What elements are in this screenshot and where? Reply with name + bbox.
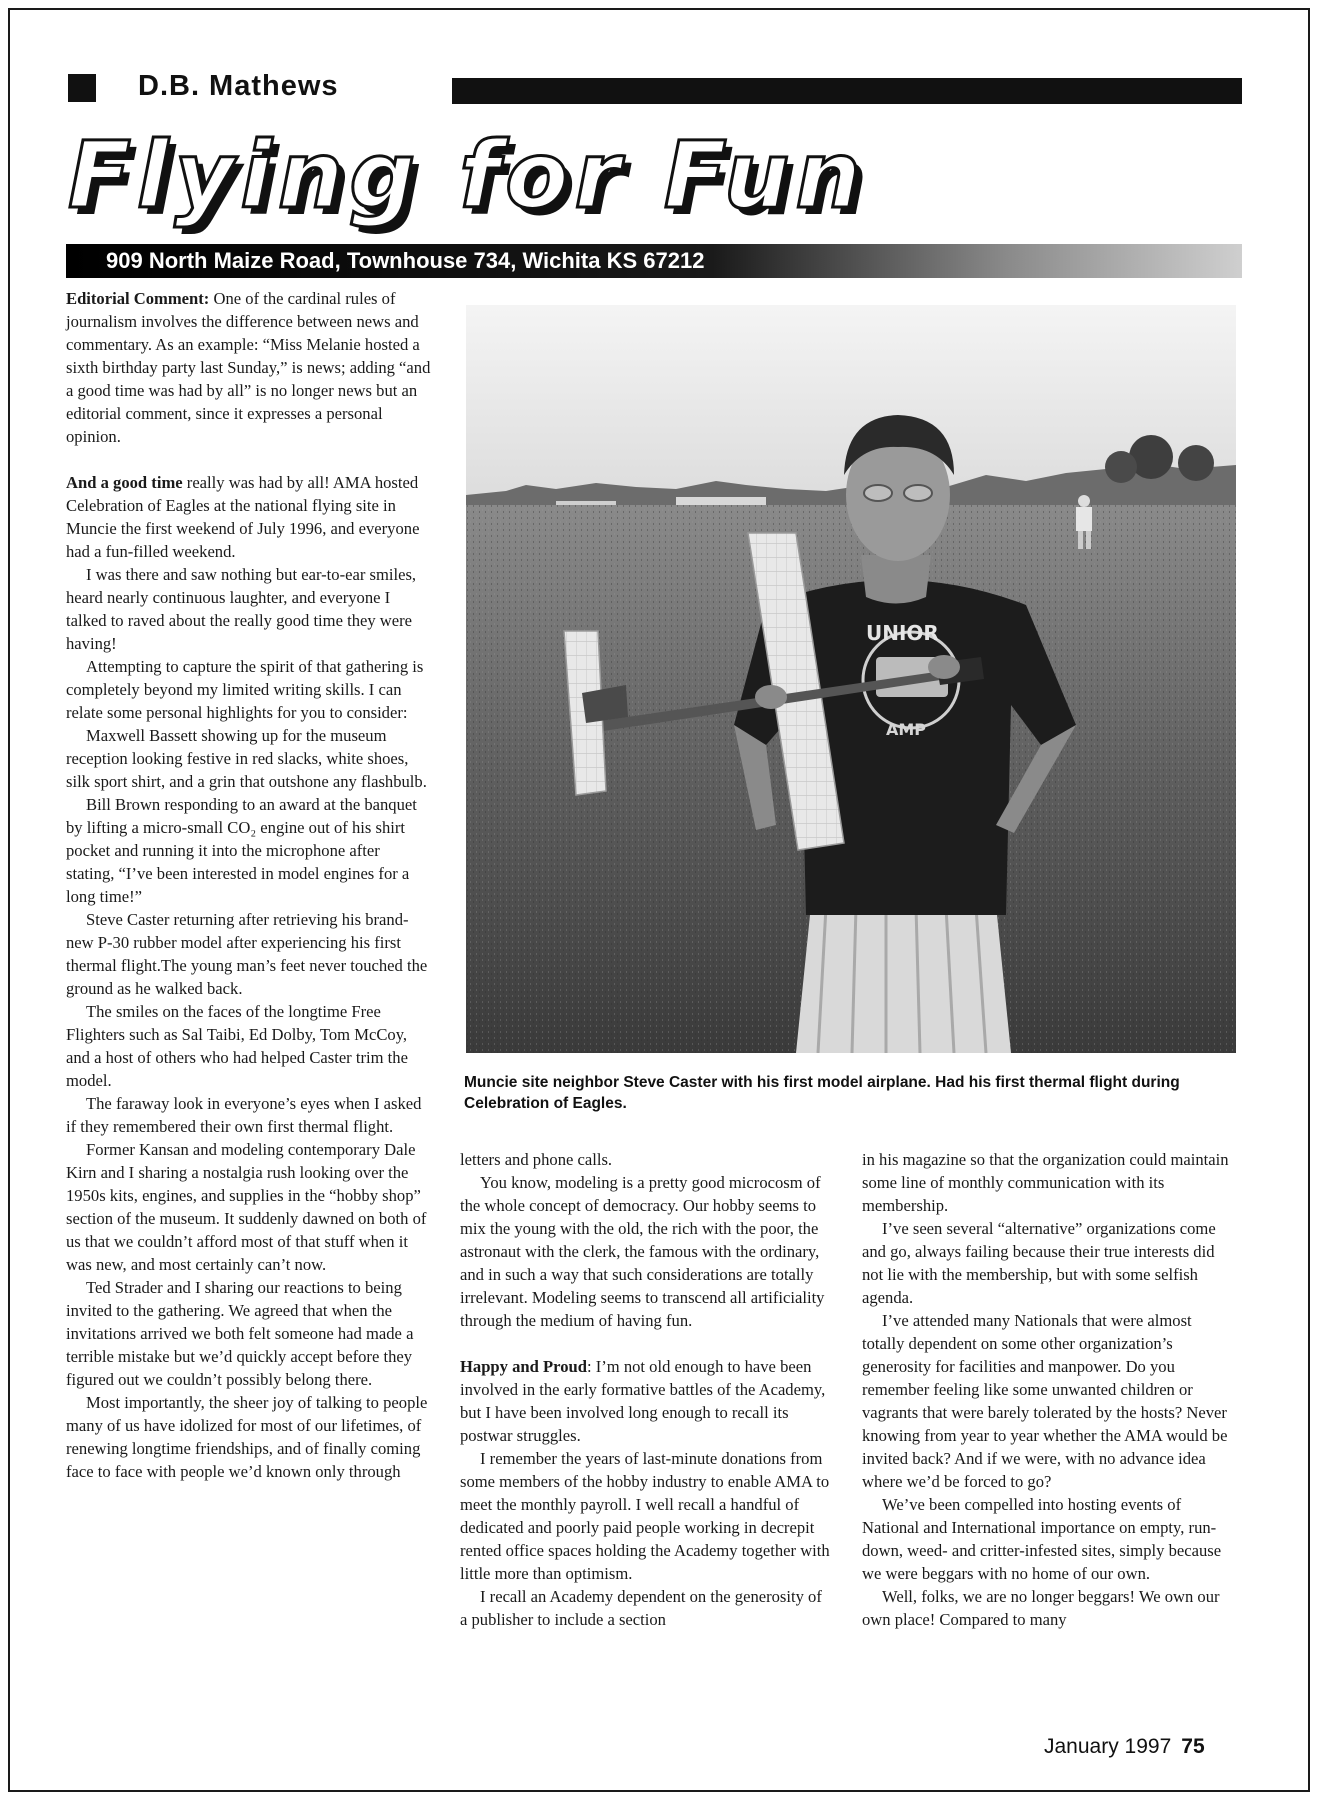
tree — [1178, 445, 1214, 481]
paragraph: Ted Strader and I sharing our reactions to being invited to the gathering. We agreed that when the invitations arrived we both felt someone had made a terrible mistake but we’d quickly accept before they figured out we couldn’t possibly belong there. — [66, 1278, 414, 1389]
paragraph — [460, 1355, 830, 1447]
article-column-1 — [66, 287, 432, 1483]
paragraph: Most importantly, the sheer joy of talking to people many of us have idolized for most of our lifetimes, of renewing longtime friendships, and of finally coming face to face with people we’d known only through — [66, 1393, 428, 1481]
paragraph: I recall an Academy dependent on the generosity of a publisher to include a section — [460, 1587, 822, 1629]
paragraph: We’ve been compelled into hosting events of National and International importance on empty, run-down, weed- and critter-infested sites, simply because we were beggars with no home of our own. — [862, 1495, 1222, 1583]
paragraph — [66, 287, 432, 448]
paragraph: Former Kansan and modeling contemporary Dale Kirn and I sharing a nostalgia rush looking over the 1950s kits, engines, and supplies in the “hobby shop” section of the museum. It suddenly dawned on both of us that we couldn’t afford most of that stuff when it was new, and most certainly can’t now. — [66, 1140, 427, 1274]
paragraph: Attempting to capture the spirit of that gathering is completely beyond my limited writing skills. I can relate some personal highlights for you to consider: — [66, 657, 424, 722]
run-in-head: Happy and Proud — [460, 1357, 587, 1376]
paragraph-text: One of the cardinal rules of journalism involves the difference between news and commentary. As an example: “Miss Melanie hosted a sixth birthday party last Sunday,” is news; adding “and a good time was had by all” is no longer news but an editorial comment, since it expresses a personal opinion. — [66, 289, 431, 446]
page-number: 75 — [1181, 1735, 1205, 1758]
paragraph-text: really was had by all! AMA hosted Celebration of Eagles at the national flying site in Muncie the first weekend of July 1996, and everyone had a fun-filled weekend. — [66, 473, 420, 561]
tree — [1105, 451, 1137, 483]
article-column-3 — [862, 1148, 1234, 1631]
paragraph: in his magazine so that the organization could maintain some line of monthly communication with its membership. — [862, 1150, 1229, 1215]
photo-illustration — [466, 305, 1236, 1053]
paragraph: I’ve seen several “alternative” organizations come and go, always failing because their true interests did not lie with the membership, but with some selfish agenda. — [862, 1219, 1216, 1307]
page-footer — [1044, 1735, 1205, 1759]
author-name: D.B. Mathews — [138, 70, 339, 102]
paragraph: I was there and saw nothing but ear-to-ear smiles, heard nearly continuous laughter, and everyone I talked to raved about the really good time they were having! — [66, 565, 417, 653]
distant-building — [676, 497, 766, 505]
issue-date: January 1997 — [1044, 1735, 1172, 1758]
author-address: 909 North Maize Road, Townhouse 734, Wichita KS 67212 — [106, 248, 705, 273]
paragraph: The faraway look in everyone’s eyes when I asked if they remembered their own first thermal flight. — [66, 1094, 422, 1136]
paragraph: I remember the years of last-minute donations from some members of the hobby industry to enable AMA to meet the monthly payroll. I well recall a handful of dedicated and poorly paid people working in decrepit rented office spaces holding the Academy together with little more than optimism. — [460, 1449, 830, 1583]
paragraph: Maxwell Bassett showing up for the museum reception looking festive in red slacks, white shoes, silk sport shirt, and a grin that outshone any flashbulb. — [66, 726, 427, 791]
shirt-text: UNIOR — [866, 621, 939, 645]
paragraph — [66, 471, 432, 563]
run-in-head: And a good time — [66, 473, 183, 492]
article-column-2 — [460, 1148, 830, 1631]
author-marker — [68, 74, 96, 102]
article-title: Flying for Fun — [68, 122, 867, 229]
header-rule — [452, 78, 1242, 104]
paragraph: Well, folks, we are no longer beggars! We own our own place! Compared to many — [862, 1587, 1220, 1629]
paragraph: Bill Brown responding to an award at the banquet by lifting a micro-small CO₂ engine out of his shirt pocket and running it into the microphone after stating, “I’ve been interested in model engines for a long time!” — [66, 795, 417, 906]
paragraph-text: : I’m not old enough to have been involved in the early formative battles of the Academy, but I have been involved long enough to recall its postwar struggles. — [460, 1357, 826, 1445]
paragraph: letters and phone calls. — [460, 1150, 613, 1169]
run-in-head: Editorial Comment: — [66, 289, 210, 308]
photo-caption: Muncie site neighbor Steve Caster with his first model airplane. Had his first thermal flight during Celebration of Eagles. — [464, 1074, 1180, 1112]
paragraph: The smiles on the faces of the longtime Free Flighters such as Sal Taibi, Ed Dolby, Tom McCoy, and a host of others who had helped Caster trim the model. — [66, 1002, 408, 1090]
paragraph: You know, modeling is a pretty good microcosm of the whole concept of democracy. Our hobby seems to mix the young with the old, the rich with the poor, the astronaut with the clerk, the famous with the ordinary, and in such a way that such considerations are totally irrelevant. Modeling seems to transcend all artificiality through the medium of having fun. — [460, 1173, 825, 1330]
paragraph: Steve Caster returning after retrieving his brand-new P-30 rubber model after experiencing his first thermal flight.The young man’s feet never touched the ground as he walked back. — [66, 910, 428, 998]
paragraph: I’ve attended many Nationals that were almost totally dependent on some other organization’s generosity for facilities and manpower. Do you remember feeling like some unwanted children or vagrants that were barely tolerated by the hosts? Never knowing from year to year whether the AMA would be invited back? And if we were, with no advance idea where we’d be forced to go? — [862, 1311, 1228, 1491]
article-photo — [466, 305, 1236, 1053]
shirt-text: AMP — [886, 720, 927, 739]
